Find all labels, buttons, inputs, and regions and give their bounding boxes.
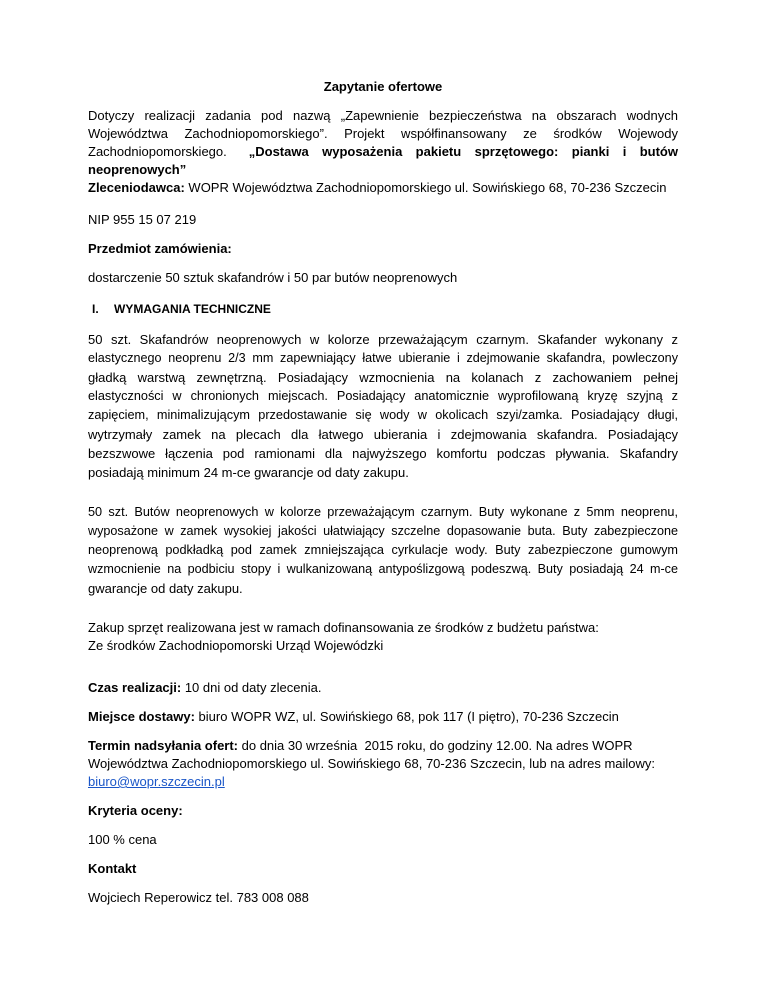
document-title: Zapytanie ofertowe [323,79,443,94]
suits-line: wytrzymały zamek na plecach dla łatwego ubierania i zdejmowania skafandra. Posiadający [88,427,678,442]
boots-line: gwarancje od daty zakupu. [88,581,243,596]
suits-line: elastycznego neoprenu 2/3 mm zapewniający łatwe ubieranie i zdejmowanie skafandra, powleczony [88,351,678,365]
intro-block [88,107,678,197]
funding-source: Ze środków Zachodniopomorski Urząd Wojewódzki [88,638,384,653]
section-heading [88,300,678,318]
subject-value: dostarczenie 50 sztuk skafandrów i 50 par butów neoprenowych [88,270,458,285]
client-value: WOPR Województwa Zachodniopomorskiego ul. Sowińskiego 68, 70-236 Szczecin [184,180,667,195]
boots-line: neoprenową podkładką pod zamek zmniejszająca cyrkulacje wody. Buty zabezpieczone gumowym [88,543,678,557]
boots-line: wzmocnienie na podbiciu stopy i wulkanizowaną antypoślizgową podeszwą. Buty posiadają 24 m-ce [88,562,678,576]
time-value: 10 dni od daty zlecenia. [181,680,322,695]
suits-line: gładką warstwą zewnętrzną. Posiadający wzmocnienia na kolanach z zachowaniem pełnej [88,370,678,385]
offer-deadline [88,737,678,755]
boots-description [88,503,678,598]
suits-line: bezszwowe łączenia pod ramionami dla najwyższego komfortu podczas pływania. Skafandry [88,446,678,461]
criteria-label: Kryteria oceny: [88,803,183,818]
time-label: Czas realizacji: [88,680,182,695]
client-label: Zleceniodawca: [88,180,185,195]
order-title-text: „Dostawa wyposażenia pakietu sprzętowego: pianki i butów [248,144,678,159]
nip-line: NIP 955 15 07 219 [88,212,197,227]
boots-line: wyposażone w zamek wysokiej jakości ułatwiający szczelne dopasowanie buta. Buty zabezpieczone [88,524,678,538]
realization-time [88,679,678,697]
place-value: biuro WOPR WZ, ul. Sowińskiego 68, pok 117 (I piętro), 70-236 Szczecin [194,709,619,724]
contact-label: Kontakt [88,861,137,876]
document-page [88,78,678,907]
section-title: WYMAGANIA TECHNICZNE [114,302,271,316]
delivery-place [88,708,678,726]
suits-description [88,330,678,482]
intro-line [88,143,678,161]
email-line [88,773,678,791]
section-number: I. [92,302,99,316]
intro-line: Dotyczy realizacji zadania pod nazwą „Zapewnienie bezpieczeństwa na obszarach wodnych [88,108,678,123]
suits-line: elastyczności w chronionych miejscach. Posiadający anatomicznie wyprofilowaną kryzę szyjną z [88,389,678,403]
order-title-continuation: neoprenowych” [88,162,187,177]
email-link[interactable]: biuro@wopr.szczecin.pl [88,774,225,789]
place-label: Miejsce dostawy: [88,709,195,724]
deadline-address: Województwa Zachodniopomorskiego ul. Sowińskiego 68, 70-236 Szczecin, lub na adres mailowy: [88,756,656,771]
suits-line: posiadają minimum 24 m-ce gwarancje od daty zakupu. [88,465,409,480]
suits-line: 50 szt. Skafandrów neoprenowych w kolorze przeważającym czarnym. Skafander wykonany z [88,332,678,347]
deadline-value: do dnia 30 września 2015 roku, do godziny 12.00. Na adres WOPR [238,738,633,753]
funding-line: Zakup sprzęt realizowana jest w ramach dofinansowania ze środków z budżetu państwa: [88,620,599,635]
boots-line: 50 szt. Butów neoprenowych w kolorze przeważającym czarnym. Buty wykonane z 5mm neoprenu, [88,505,678,519]
intro-region-text: Zachodniopomorskiego. [88,144,227,159]
suits-line: zapięciem, minimalizującym przedostawanie się wody w okolicach szyi/zamka. Posiadający długi, [88,408,678,422]
subject-label: Przedmiot zamówienia: [88,241,232,256]
client-line [88,179,678,197]
criteria-value: 100 % cena [88,832,157,847]
contact-value: Wojciech Reperowicz tel. 783 008 088 [88,890,309,905]
deadline-label: Termin nadsyłania ofert: [88,738,239,753]
intro-line: Województwa Zachodniopomorskiego”. Projekt współfinansowany ze środków Wojewody [88,126,678,141]
